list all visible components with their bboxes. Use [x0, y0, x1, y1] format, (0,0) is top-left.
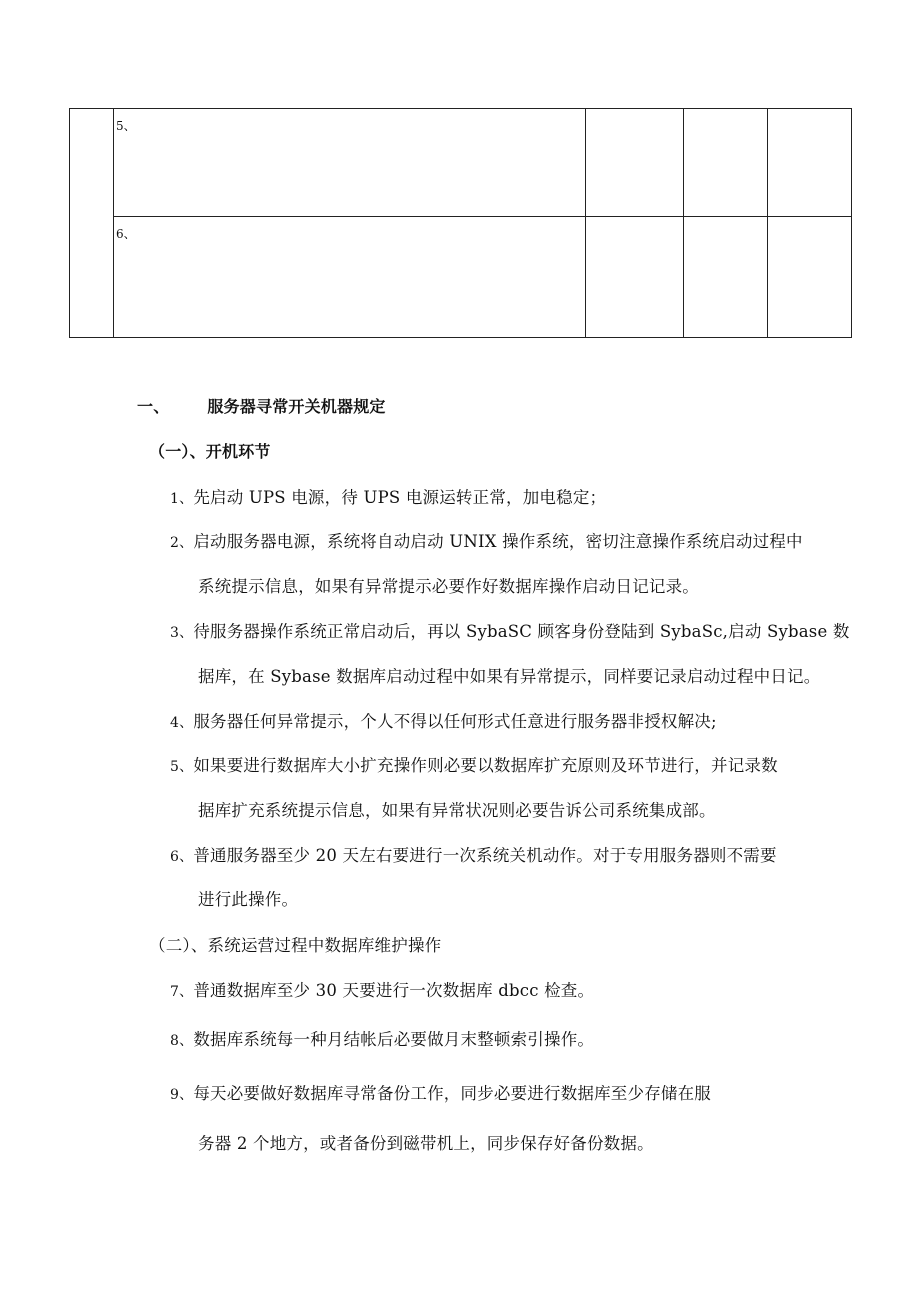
table-cell [684, 217, 768, 338]
table-cell [684, 109, 768, 217]
section-number: 一、 [137, 397, 170, 416]
item-text-continued: 据库，在 Sybase 数据库启动过程中如果有异常提示，同样要记录启动过程中日记。 [198, 667, 821, 686]
maintenance-log-table [69, 108, 852, 338]
item-text: 启动服务器电源，系统将自动启动 UNIX 操作系统，密切注意操作系统启动过程中 [193, 532, 803, 551]
subsection-title: （二）、系统运营过程中数据库维护操作 [149, 936, 442, 955]
item-text: 如果要进行数据库大小扩充操作则必要以数据库扩充原则及环节进行，并记录数 [193, 756, 778, 775]
row-index: 5、 [116, 119, 136, 133]
list-item [170, 484, 606, 508]
table-cell [586, 217, 684, 338]
table-cell-content [114, 217, 586, 338]
table-cell [768, 109, 852, 217]
item-text: 数据库系统每一种月结帐后必要做月末整顿索引操作。 [193, 1030, 595, 1049]
item-text: 服务器任何异常提示，个人不得以任何形式任意进行服务器非授权解决; [193, 712, 717, 731]
item-number: 3、 [170, 625, 194, 641]
list-item [170, 842, 777, 866]
item-number: 9、 [170, 1087, 194, 1103]
list-item [170, 752, 778, 776]
table-cell [586, 109, 684, 217]
item-number: 6、 [170, 849, 194, 865]
row-index: 6、 [116, 227, 136, 241]
item-text-continued: 进行此操作。 [198, 890, 299, 909]
list-item [170, 618, 850, 642]
table-row [70, 217, 852, 338]
subsection-title: （一）、开机环节 [149, 442, 271, 461]
item-text: 待服务器操作系统正常启动后，再以 SybaSC 顾客身份登陆到 SybaSc,启动 Sybase 数 [193, 622, 850, 641]
item-text-continued: 务器 2 个地方，或者备份到磁带机上，同步保存好备份数据。 [198, 1134, 654, 1153]
list-item [170, 708, 717, 732]
item-number: 4、 [170, 715, 194, 731]
list-item [170, 977, 594, 1001]
item-number: 8、 [170, 1033, 194, 1049]
section-title: 服务器寻常开关机器规定 [207, 397, 386, 416]
item-text: 普通服务器至少 20 天左右要进行一次系统关机动作。对于专用服务器则不需要 [193, 846, 777, 865]
item-number: 2、 [170, 535, 194, 551]
table-row [70, 109, 852, 217]
item-number: 5、 [170, 759, 194, 775]
list-item [170, 528, 803, 552]
section-heading [137, 394, 386, 417]
table-cell-side [70, 109, 114, 338]
item-text-continued: 系统提示信息，如果有异常提示必要作好数据库操作启动日记记录。 [198, 577, 699, 596]
item-number: 7、 [170, 984, 194, 1000]
list-item [170, 1026, 594, 1050]
list-item [170, 1080, 711, 1104]
item-number: 1、 [170, 491, 194, 507]
item-text: 先启动 UPS 电源，待 UPS 电源运转正常，加电稳定； [193, 488, 607, 507]
item-text-continued: 据库扩充系统提示信息，如果有异常状况则必要告诉公司系统集成部。 [198, 801, 716, 820]
table-cell [768, 217, 852, 338]
item-text: 每天必要做好数据库寻常备份工作，同步必要进行数据库至少存储在服 [193, 1084, 712, 1103]
table-cell-content [114, 109, 586, 217]
item-text: 普通数据库至少 30 天要进行一次数据库 dbcc 检查。 [193, 981, 595, 1000]
